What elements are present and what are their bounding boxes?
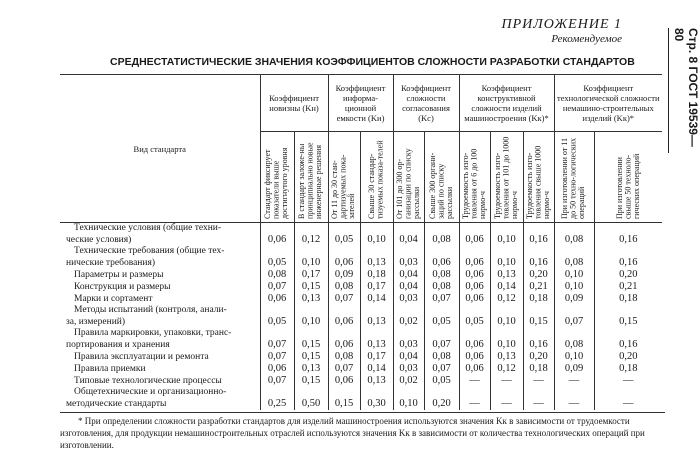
column-header-text: Свыше 30 стандар-тизуемых показа-телей (367, 140, 385, 219)
coefficient-value: 0,02 (393, 305, 424, 328)
coefficient-value: 0,07 (328, 293, 360, 305)
coefficient-value: 0,08 (328, 351, 360, 363)
column-header-text: Свыше 300 органи-заций по списку рассылки (427, 152, 454, 219)
page-side-label: Стр. 8 ГОСТ 19539—80 (668, 28, 700, 153)
coefficient-value: 0,02 (393, 375, 424, 387)
column-header (424, 132, 459, 223)
column-header (260, 132, 294, 223)
coefficient-value: 0,21 (594, 281, 662, 293)
column-header-text: Стандарт фиксирует показатели выше достигнутого уровня (263, 147, 290, 219)
coefficient-value: 0,16 (594, 223, 662, 247)
coefficient-value: 0,04 (393, 351, 424, 363)
standard-type-line: Марки и сортамент (74, 293, 153, 304)
coefficient-value: 0,30 (360, 387, 393, 410)
coefficient-value: 0,08 (554, 223, 594, 247)
group-header: Коэффициент информа-ционной емкости (Kи) (328, 75, 393, 132)
table-row (60, 281, 662, 293)
coefficient-value: 0,06 (459, 269, 490, 281)
coefficient-value: 0,18 (360, 269, 393, 281)
coefficient-value: — (554, 387, 594, 410)
coefficient-value: 0,04 (393, 281, 424, 293)
coefficient-value: 0,20 (594, 269, 662, 281)
standard-type-line: методические стандарты (66, 398, 167, 409)
appendix-heading (502, 18, 622, 46)
coefficient-value: 0,06 (328, 246, 360, 269)
column-header-text: Трудоемкость изго-товления свыше 1000 нормо-ч (524, 145, 551, 219)
coefficient-value: 0,20 (424, 387, 459, 410)
standard-type-line: Технические условия (общие техни- (74, 223, 222, 233)
standard-type-line: Правила эксплуатации и ремонта (74, 351, 209, 362)
table-row (60, 305, 662, 328)
coefficient-value: 0,15 (294, 281, 328, 293)
standard-type (60, 363, 260, 375)
column-header (360, 132, 393, 223)
standard-type-line: Конструкция и размеры (74, 281, 171, 292)
coefficient-value: 0,06 (424, 246, 459, 269)
standard-type-line: Общетехнические и организационно- (74, 387, 227, 397)
coefficient-value: 0,06 (260, 223, 294, 247)
coefficient-value: 0,10 (294, 305, 328, 328)
coefficient-value: 0,08 (424, 351, 459, 363)
column-header-text: От 11 до 30 стан-дартизуемых пока-зателей (330, 154, 357, 219)
column-header (594, 132, 662, 223)
coefficient-value: — (459, 387, 490, 410)
coefficient-value: 0,21 (523, 281, 554, 293)
coefficient-value: 0,14 (360, 293, 393, 305)
coefficient-value: 0,06 (459, 351, 490, 363)
coefficient-value: — (490, 375, 523, 387)
coefficient-value: 0,06 (459, 246, 490, 269)
coefficient-value: — (490, 387, 523, 410)
table-row (60, 223, 662, 247)
coefficient-value: — (594, 375, 662, 387)
content (60, 74, 665, 451)
coefficient-value: 0,10 (554, 351, 594, 363)
coefficient-value: 0,15 (294, 328, 328, 351)
coefficient-value: 0,08 (554, 246, 594, 269)
footnote-text: * При определении сложности разработки стандартов для изделий машиностроения используются значения Kк в зависимости от трудоемкости изготовления, для продукции немашиностроительных отраслей используются значения Kк в зависимости от количества технологических операций при изготовлении. (60, 416, 645, 450)
coefficient-value: 0,06 (459, 328, 490, 351)
coefficient-value: 0,06 (328, 305, 360, 328)
coefficient-value: 0,07 (260, 328, 294, 351)
coefficient-value: 0,14 (490, 281, 523, 293)
coefficient-value: 0,10 (490, 328, 523, 351)
coefficient-value: 0,13 (360, 305, 393, 328)
coefficient-value: 0,18 (594, 293, 662, 305)
standard-type-line: ческие условия) (66, 234, 132, 245)
column-header-text: Трудоемкость изго-товления от 101 до 1000 нормо-ч (492, 136, 519, 219)
coefficient-value: 0,18 (594, 363, 662, 375)
column-header-text: В стандарт заложе-ны принципиально новые инженерные решения (297, 142, 324, 219)
coefficient-value: 0,09 (554, 363, 594, 375)
standard-type (60, 246, 260, 269)
coefficient-value: 0,10 (490, 246, 523, 269)
coefficient-value: 0,06 (459, 363, 490, 375)
standard-type-line: Параметры и размеры (74, 269, 164, 280)
row-header: Вид стандарта (60, 75, 260, 223)
coefficient-value: 0,15 (594, 305, 662, 328)
coefficient-value: 0,16 (523, 328, 554, 351)
column-header (523, 132, 554, 223)
appendix-subtitle: Рекомендуемое (551, 33, 622, 45)
group-header: Коэффициент технологической сложности немашино-строительных изделий (Kк)* (554, 75, 662, 132)
coefficient-value: — (594, 387, 662, 410)
coefficient-value: 0,08 (554, 328, 594, 351)
coefficient-value: 0,08 (328, 281, 360, 293)
coefficient-value: 0,12 (490, 363, 523, 375)
coefficient-value: 0,07 (260, 281, 294, 293)
column-header (554, 132, 594, 223)
coefficient-value: 0,08 (424, 223, 459, 247)
standard-type (60, 328, 260, 351)
coefficient-value: 0,05 (424, 305, 459, 328)
coefficient-value: 0,05 (260, 246, 294, 269)
standard-type-line: Правила приемки (74, 363, 146, 374)
coefficient-value: 0,10 (294, 246, 328, 269)
coefficient-value: 0,10 (490, 223, 523, 247)
column-header-text: От 101 до 300 ор-ганизации по списку рассылки (394, 148, 421, 219)
coefficient-value: 0,13 (490, 351, 523, 363)
coefficient-value: 0,12 (490, 293, 523, 305)
coefficient-value: 0,10 (554, 269, 594, 281)
coefficient-value: 0,13 (294, 363, 328, 375)
coefficient-value: 0,17 (360, 281, 393, 293)
column-header (328, 132, 360, 223)
coefficient-value: 0,15 (294, 351, 328, 363)
coefficient-value: 0,07 (424, 363, 459, 375)
coefficient-value: 0,05 (459, 305, 490, 328)
coefficient-value: 0,05 (424, 375, 459, 387)
column-header (490, 132, 523, 223)
standard-type-line: Методы испытаний (контроля, анали- (74, 305, 227, 315)
coefficient-value: 0,14 (360, 363, 393, 375)
table-row (60, 328, 662, 351)
appendix-title: ПРИЛОЖЕНИЕ 1 (501, 17, 622, 32)
coefficient-value: 0,03 (393, 363, 424, 375)
coefficient-value: 0,13 (490, 269, 523, 281)
coefficient-value: 0,03 (393, 293, 424, 305)
column-header-text: При изготовлении свыше 50 техноло-гических операций (614, 153, 641, 219)
coefficient-value: 0,18 (523, 293, 554, 305)
table-row (60, 387, 662, 410)
column-header (294, 132, 328, 223)
coefficient-value: 0,05 (260, 305, 294, 328)
table-row (60, 363, 662, 375)
coefficient-value: 0,13 (294, 293, 328, 305)
coefficient-value: 0,10 (393, 387, 424, 410)
coefficient-value: 0,07 (554, 305, 594, 328)
coefficient-value: 0,09 (554, 293, 594, 305)
group-header: Коэффициент конструктивной сложности изделий машиностроения (Kк)* (459, 75, 554, 132)
coefficient-value: 0,10 (490, 305, 523, 328)
coefficient-value: 0,16 (594, 328, 662, 351)
coefficient-value: 0,06 (260, 293, 294, 305)
standard-type (60, 351, 260, 363)
standard-type (60, 223, 260, 247)
coefficient-value: — (554, 375, 594, 387)
standard-type-line: Технические требования (общие тех- (74, 246, 225, 256)
coefficient-value: 0,15 (328, 387, 360, 410)
coefficient-value: 0,06 (328, 328, 360, 351)
coefficient-value: 0,12 (294, 223, 328, 247)
coefficients-table (60, 74, 662, 410)
table-row (60, 269, 662, 281)
coefficient-value: 0,07 (424, 293, 459, 305)
coefficient-value: 0,06 (459, 281, 490, 293)
coefficient-value: 0,16 (523, 223, 554, 247)
standard-type (60, 375, 260, 387)
coefficient-value: 0,04 (393, 223, 424, 247)
coefficient-value: 0,18 (523, 363, 554, 375)
standard-type-line: нические требования) (66, 257, 156, 268)
column-header (393, 132, 424, 223)
group-header: Коэффициент новизны (Kн) (260, 75, 328, 132)
coefficient-value: 0,06 (459, 223, 490, 247)
coefficient-value: 0,06 (328, 375, 360, 387)
coefficient-value: 0,15 (523, 305, 554, 328)
column-header-text: При изготовлении от 11 до 50 техно-логических операций (560, 137, 587, 219)
coefficient-value: 0,07 (260, 375, 294, 387)
coefficient-value: 0,03 (393, 328, 424, 351)
coefficient-value: — (523, 387, 554, 410)
column-header (459, 132, 490, 223)
coefficient-value: 0,16 (594, 246, 662, 269)
coefficient-value: 0,04 (393, 269, 424, 281)
coefficient-value: 0,17 (294, 269, 328, 281)
coefficient-value: 0,03 (393, 246, 424, 269)
standard-type-line: Правила маркировки, упаковки, транс- (74, 328, 232, 338)
coefficient-value: 0,20 (523, 269, 554, 281)
standard-type-line: Типовые технологические процессы (74, 375, 222, 386)
table-row (60, 293, 662, 305)
coefficient-value: 0,08 (260, 269, 294, 281)
coefficient-value: 0,13 (360, 375, 393, 387)
coefficient-value: 0,07 (260, 351, 294, 363)
coefficient-value: 0,05 (328, 223, 360, 247)
coefficient-value: 0,07 (424, 328, 459, 351)
coefficient-value: — (523, 375, 554, 387)
column-header-text: Трудоемкость изго-товления от 6 до 100 нормо-ч (460, 148, 487, 219)
standard-type (60, 305, 260, 328)
table-row (60, 246, 662, 269)
coefficient-value: 0,08 (424, 281, 459, 293)
coefficient-value: 0,07 (328, 363, 360, 375)
footnote (60, 412, 665, 451)
page-title: СРЕДНЕСТАТИСТИЧЕСКИЕ ЗНАЧЕНИЯ КОЭФФИЦИЕНТОВ СЛОЖНОСТИ РАЗРАБОТКИ СТАНДАРТОВ (110, 56, 635, 68)
coefficient-value: 0,06 (260, 363, 294, 375)
coefficient-value: 0,25 (260, 387, 294, 410)
coefficient-value: 0,16 (523, 246, 554, 269)
standard-type (60, 281, 260, 293)
coefficient-value: 0,09 (328, 269, 360, 281)
standard-type-line: за, измерений) (66, 316, 126, 327)
coefficient-value: 0,20 (523, 351, 554, 363)
standard-type (60, 293, 260, 305)
coefficient-value: 0,13 (360, 246, 393, 269)
group-header: Коэффициент сложности согласования (Kс) (393, 75, 459, 132)
standard-type-line: портирования и хранения (66, 339, 170, 350)
coefficient-value: 0,20 (594, 351, 662, 363)
coefficient-value: 0,15 (294, 375, 328, 387)
coefficient-value: — (459, 375, 490, 387)
standard-type (60, 269, 260, 281)
table-row (60, 375, 662, 387)
coefficient-value: 0,10 (554, 281, 594, 293)
standard-type (60, 387, 260, 410)
coefficient-value: 0,50 (294, 387, 328, 410)
coefficient-value: 0,06 (459, 293, 490, 305)
coefficient-value: 0,08 (424, 269, 459, 281)
coefficient-value: 0,13 (360, 328, 393, 351)
coefficient-value: 0,17 (360, 351, 393, 363)
table-row (60, 351, 662, 363)
coefficient-value: 0,10 (360, 223, 393, 247)
